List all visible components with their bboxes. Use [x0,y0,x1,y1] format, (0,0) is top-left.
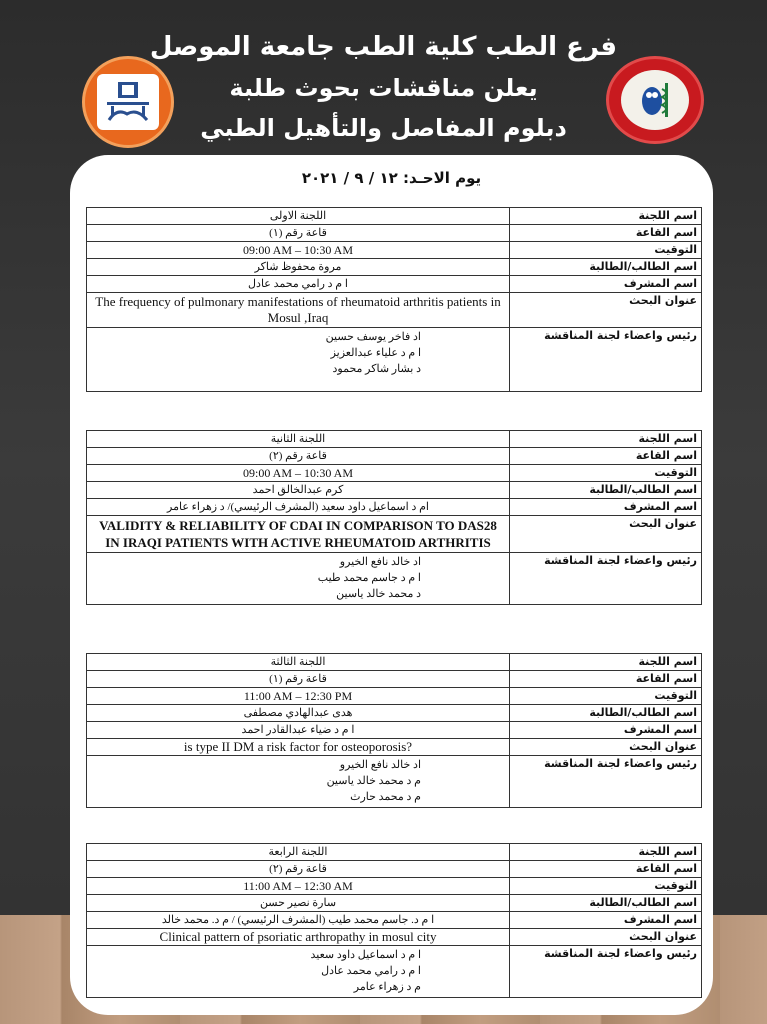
members-list [87,328,510,392]
table-row [87,242,702,259]
hall-value: قاعة رقم (٢) [87,448,510,465]
student-value: مروة محفوظ شاكر [87,259,510,276]
university-logo [82,56,174,148]
supervisor-value: ا م د رامي محمد عادل [87,276,510,293]
student-value: سارة نصير حسن [87,895,510,912]
table-row [87,465,702,482]
label-time: التوقيت [510,242,702,259]
label-hall: اسم القاعة [510,225,702,242]
label-title: عنوان البحث [510,929,702,946]
table-row [87,861,702,878]
student-value: كرم عبدالخالق احمد [87,482,510,499]
header-line-2: يعلن مناقشات بحوث طلبة [229,74,538,102]
label-supervisor: اسم المشرف [510,912,702,929]
table-row [87,431,702,448]
medicine-college-logo [606,56,704,144]
label-title: عنوان البحث [510,516,702,553]
hall-value: قاعة رقم (٢) [87,861,510,878]
title-value: Clinical pattern of psoriatic arthropathy in mosul city [87,929,510,946]
member-name: ا م د اسماعيل داود سعيد [310,949,421,961]
table-row [87,844,702,861]
schedule-card [70,155,713,1015]
table-row [87,293,702,328]
owl-caduceus-icon [632,77,678,123]
title-value: is type II DM a risk factor for osteoporosis? [87,739,510,756]
label-committee: اسم اللجنة [510,844,702,861]
university-logo-emblem [97,74,159,130]
time-value: 11:00 AM – 12:30 PM [87,688,510,705]
committee-table-1 [86,207,702,392]
label-time: التوقيت [510,465,702,482]
title-value: VALIDITY & RELIABILITY OF CDAI IN COMPARISON TO DAS28 IN IRAQI PATIENTS WITH ACTIVE RHEUMATOID ARTHRITIS [87,516,510,553]
label-supervisor: اسم المشرف [510,499,702,516]
label-supervisor: اسم المشرف [510,722,702,739]
members-list [87,553,510,605]
supervisor-value: ا م د ضياء عبدالقادر احمد [87,722,510,739]
table-row [87,448,702,465]
building-icon [103,80,153,124]
member-name: م د محمد حارث [350,791,421,803]
table-row [87,688,702,705]
supervisor-value: ام د اسماعيل داود سعيد (المشرف الرئيسي)/ د زهراء عامر [87,499,510,516]
title-value: The frequency of pulmonary manifestations of rheumatoid arthritis patients in Mosul ,Iraq [87,293,510,328]
committee-name: اللجنة الاولى [87,208,510,225]
table-row [87,553,702,605]
label-hall: اسم القاعة [510,671,702,688]
member-name: ا م د جاسم محمد طيب [317,572,421,584]
medicine-college-logo-emblem [621,70,689,130]
member-name: اد خالد نافع الخيرو [339,556,421,568]
label-supervisor: اسم المشرف [510,276,702,293]
label-student: اسم الطالب/الطالبة [510,259,702,276]
header-line-3: دبلوم المفاصل والتأهيل الطبي [200,114,567,142]
table-row [87,705,702,722]
committee-table-4 [86,843,702,998]
member-name: م د زهراء عامر [353,981,421,993]
table-row [87,671,702,688]
table-row [87,482,702,499]
label-hall: اسم القاعة [510,448,702,465]
members-list [87,756,510,808]
label-time: التوقيت [510,688,702,705]
label-committee: اسم اللجنة [510,654,702,671]
table-row [87,328,702,392]
time-value: 09:00 AM – 10:30 AM [87,242,510,259]
label-title: عنوان البحث [510,293,702,328]
committee-name: اللجنة الثالثة [87,654,510,671]
table-row [87,259,702,276]
date-line: يوم الاحـد: ١٢ / ٩ / ٢٠٢١ [301,169,482,187]
table-row [87,516,702,553]
table-row [87,912,702,929]
member-name: د محمد خالد ياسين [336,588,421,600]
member-name: د بشار شاكر محمود [332,363,421,375]
committee-name: اللجنة الرابعة [87,844,510,861]
committee-table-2 [86,430,702,605]
label-members: رئيس واعضاء لجنة المناقشة [510,553,702,605]
hall-value: قاعة رقم (١) [87,671,510,688]
member-name: م د محمد خالد ياسين [326,775,421,787]
table-row [87,276,702,293]
time-value: 09:00 AM – 10:30 AM [87,465,510,482]
label-members: رئيس واعضاء لجنة المناقشة [510,756,702,808]
table-row [87,756,702,808]
hall-value: قاعة رقم (١) [87,225,510,242]
table-row [87,929,702,946]
time-value: 11:00 AM – 12:30 AM [87,878,510,895]
header-line-1: فرع الطب كلية الطب جامعة الموصل [149,32,618,62]
label-hall: اسم القاعة [510,861,702,878]
table-row [87,895,702,912]
label-student: اسم الطالب/الطالبة [510,482,702,499]
student-value: هدى عبدالهادي مصطفى [87,705,510,722]
member-name: اد فاخر يوسف حسين [325,331,421,343]
label-time: التوقيت [510,878,702,895]
label-committee: اسم اللجنة [510,208,702,225]
table-row [87,878,702,895]
table-row [87,739,702,756]
table-row [87,722,702,739]
table-row [87,946,702,998]
label-title: عنوان البحث [510,739,702,756]
label-student: اسم الطالب/الطالبة [510,705,702,722]
table-row [87,654,702,671]
label-members: رئيس واعضاء لجنة المناقشة [510,946,702,998]
committee-name: اللجنة الثانية [87,431,510,448]
label-committee: اسم اللجنة [510,431,702,448]
label-members: رئيس واعضاء لجنة المناقشة [510,328,702,392]
member-name: ا م د رامي محمد عادل [321,965,421,977]
label-student: اسم الطالب/الطالبة [510,895,702,912]
supervisor-value: ا م د. جاسم محمد طيب (المشرف الرئيسي) / م د. محمد خالد [87,912,510,929]
members-list [87,946,510,998]
committee-table-3 [86,653,702,808]
table-row [87,499,702,516]
member-name: اد خالد نافع الخيرو [339,759,421,771]
table-row [87,225,702,242]
table-row [87,208,702,225]
member-name: ا م د علياء عبدالعزيز [330,347,421,359]
